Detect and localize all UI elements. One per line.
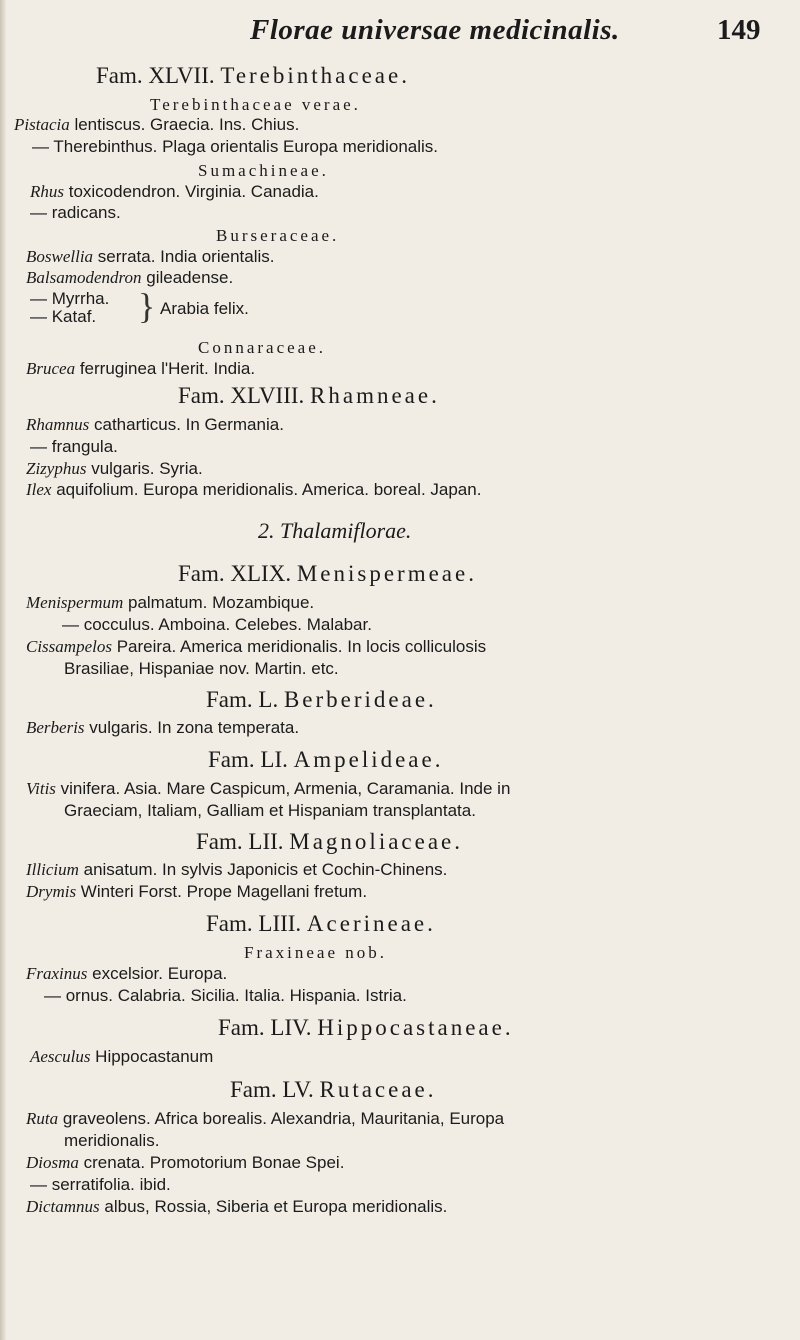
dash: — [32, 137, 49, 156]
genus-name: Rhamnus [26, 415, 90, 434]
page-header [0, 14, 800, 54]
entry-text: toxicodendron. Virginia. Canadia. [64, 182, 319, 201]
curly-brace-icon: } [138, 286, 156, 326]
species-entry [26, 1196, 447, 1218]
species-line: — Kataf. [30, 307, 97, 326]
entry-text: serrata. India orientalis. [93, 247, 275, 266]
family-number: Fam. LIV. [218, 1015, 312, 1040]
family-number: Fam. XLVIII. [178, 383, 305, 408]
entry-text: palmatum. Mozambique. [123, 593, 315, 612]
running-title: Florae universae medicinalis. [250, 14, 620, 46]
species-entry [32, 136, 438, 158]
family-number: Fam. LI. [208, 747, 288, 772]
subfamily-heading: Connaraceae. [198, 338, 327, 357]
species-entry [26, 267, 233, 289]
genus-name: Balsamodendron [26, 268, 142, 287]
species-entry [26, 458, 203, 480]
species-entry [26, 717, 299, 739]
entry-text: aquifolium. Europa meridionalis. America. boreal. Japan. [51, 480, 482, 499]
entry-text: graveolens. Africa borealis. Alexandria, Mauritania, Europa [58, 1109, 505, 1128]
species-entry [14, 114, 299, 136]
genus-name: Brucea [26, 359, 76, 378]
genus-name: Boswellia [26, 247, 94, 266]
genus-name: Pistacia [14, 115, 70, 134]
genus-name: Diosma [26, 1153, 79, 1172]
entry-text: crenata. Promotorium Bonae Spei. [78, 1153, 345, 1172]
species-entry [26, 479, 481, 501]
family-name: Rhamneae. [310, 383, 440, 408]
entry-text: albus, Rossia, Siberia et Europa meridionalis. [99, 1197, 448, 1216]
species-entry: Graeciam, Italiam, Galliam et Hispaniam transplantata. [64, 801, 476, 820]
entry-text: Therebinthus. Plaga orientalis Europa meridionalis. [49, 137, 439, 156]
family-number: Fam. XLVII. [96, 63, 215, 88]
entry-text: ferruginea l'Herit. India. [75, 359, 256, 378]
family-heading-xlviii [178, 382, 440, 410]
family-name: Magnoliaceae. [289, 829, 463, 854]
genus-name: Rhus [30, 182, 64, 201]
entry-text: vinifera. Asia. Mare Caspicum, Armenia, Caramania. Inde in [55, 779, 511, 798]
genus-name: Drymis [26, 882, 77, 901]
family-name: Ampelideae. [293, 747, 444, 772]
order-heading: 2. Thalamiflorae. [258, 518, 412, 543]
family-name: Hippocastaneae. [317, 1015, 514, 1040]
family-heading-li [208, 746, 443, 774]
entry-text: vulgaris. In zona temperata. [84, 718, 300, 737]
family-name: Menispermeae. [296, 561, 477, 586]
species-entry [26, 592, 314, 614]
species-entry [26, 1152, 344, 1174]
entry-text: lentiscus. Graecia. Ins. Chius. [69, 115, 300, 134]
subfamily-heading: Terebinthaceae verae. [150, 95, 361, 114]
species-entry: — radicans. [30, 203, 121, 222]
genus-name: Ruta [26, 1109, 59, 1128]
entry-text: Winteri Forst. Prope Magellani fretum. [76, 882, 368, 901]
family-heading-lii [196, 828, 463, 856]
entry-text: vulgaris. Syria. [86, 459, 203, 478]
entry-text: excelsior. Europa. [87, 964, 228, 983]
species-entry [26, 414, 284, 436]
species-entry [26, 358, 255, 380]
genus-name: Menispermum [26, 593, 124, 612]
family-name: Rutaceae. [319, 1077, 437, 1102]
subfamily-heading: Sumachineae. [198, 161, 329, 180]
brace-group [30, 286, 290, 330]
family-heading-xlix [178, 560, 477, 588]
species-entry: — frangula. [30, 437, 118, 456]
subfamily-heading: Burseraceae. [216, 226, 340, 245]
genus-name: Cissampelos [26, 637, 112, 656]
family-number: Fam. LV. [230, 1077, 314, 1102]
species-entry [30, 181, 319, 203]
page-number: 149 [717, 14, 761, 46]
family-heading-liv [218, 1014, 514, 1042]
family-heading-liii [206, 910, 436, 938]
species-entry [26, 778, 510, 800]
species-entry [30, 1046, 213, 1068]
species-entry [26, 246, 274, 268]
entry-text: Pareira. America meridionalis. In locis colliculosis [111, 637, 487, 656]
genus-name: Fraxinus [26, 964, 88, 983]
species-entry [26, 859, 447, 881]
species-line: — Myrrha. [30, 289, 110, 308]
brace-location: Arabia felix. [160, 299, 249, 318]
family-heading-l [206, 686, 437, 714]
genus-name: Berberis [26, 718, 85, 737]
genus-name: Dictamnus [26, 1197, 100, 1216]
species-entry: Brasiliae, Hispaniae nov. Martin. etc. [64, 659, 339, 678]
species-entry: — ornus. Calabria. Sicilia. Italia. Hispania. Istria. [44, 986, 407, 1005]
subfamily-heading: Fraxineae nob. [244, 943, 388, 962]
species-entry: meridionalis. [64, 1131, 160, 1150]
entry-text: anisatum. In sylvis Japonicis et Cochin-Chinens. [78, 860, 448, 879]
family-heading-lv [230, 1076, 437, 1104]
species-entry [26, 1108, 504, 1130]
family-name: Terebinthaceae. [220, 63, 410, 88]
species-entry: — serratifolia. ibid. [30, 1175, 171, 1194]
genus-name: Zizyphus [26, 459, 87, 478]
genus-name: Aesculus [30, 1047, 91, 1066]
genus-name: Illicium [26, 860, 79, 879]
genus-name: Vitis [26, 779, 56, 798]
species-entry: — cocculus. Amboina. Celebes. Malabar. [62, 615, 372, 634]
family-number: Fam. XLIX. [178, 561, 292, 586]
family-number: Fam. LIII. [206, 911, 302, 936]
species-entry [26, 963, 227, 985]
entry-text: gileadense. [141, 268, 234, 287]
family-name: Berberideae. [283, 687, 437, 712]
entry-text: catharticus. In Germania. [89, 415, 284, 434]
page-edge-shadow [0, 0, 6, 1340]
species-entry [26, 881, 367, 903]
entry-text: Hippocastanum [90, 1047, 214, 1066]
family-number: Fam. LII. [196, 829, 284, 854]
species-entry [26, 636, 486, 658]
family-number: Fam. L. [206, 687, 279, 712]
family-heading-xlvii [96, 62, 410, 90]
brace-species [30, 290, 109, 326]
family-name: Acerineae. [306, 911, 436, 936]
genus-name: Ilex [26, 480, 52, 499]
